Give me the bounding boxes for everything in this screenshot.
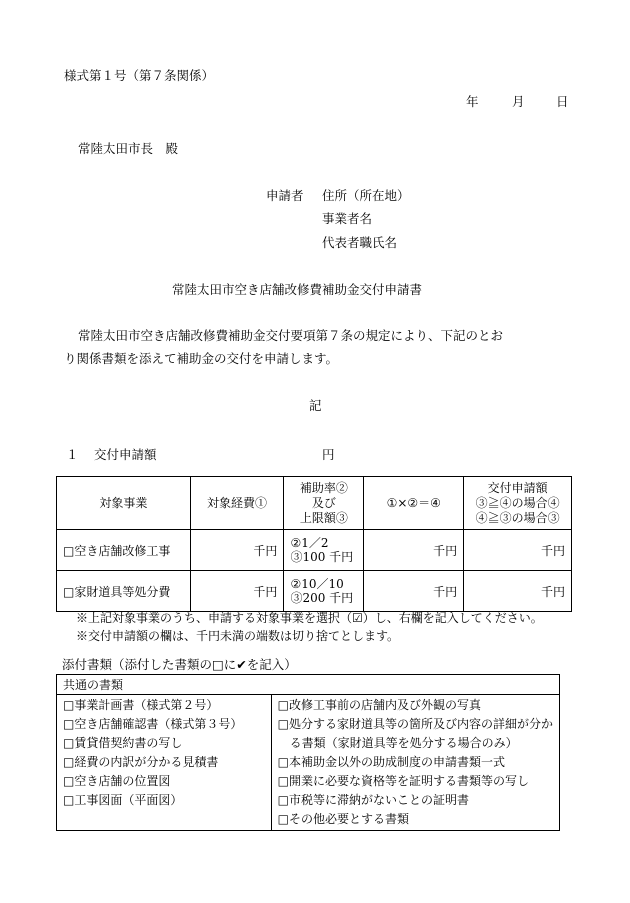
- date-year: 年: [466, 94, 479, 109]
- row-target: □空き店舗改修工事: [57, 530, 191, 571]
- list-item: □改修工事前の店舗内及び外観の写真: [277, 698, 481, 712]
- header-target: 対象事業: [57, 477, 191, 530]
- applicant-representative: 代表者職氏名: [322, 235, 398, 250]
- row-rate-value: ②10／10: [290, 577, 344, 591]
- list-item-continued: る書類（家財道具等を処分する場合のみ）: [289, 736, 518, 750]
- fee-table-header: [57, 477, 572, 530]
- header-amount-line3: ④≧③の場合③: [475, 510, 560, 525]
- row-rate: [284, 530, 364, 571]
- ki-heading: 記: [309, 398, 322, 413]
- row-target: □家財道具等処分費: [57, 571, 191, 612]
- row-amount: 千円: [464, 571, 572, 612]
- row-limit-value: ③200 千円: [290, 591, 354, 605]
- common-docs-header: 共通の書類: [57, 675, 560, 695]
- row-rate-value: ②1／2: [290, 536, 329, 550]
- row-amount: 千円: [464, 530, 572, 571]
- header-amount-line1: 交付申請額: [487, 480, 548, 495]
- addressee: 常陸太田市長 殿: [78, 141, 179, 156]
- applicant-business-name: 事業者名: [322, 211, 373, 226]
- section1-number: １: [66, 447, 79, 462]
- body-line-1: 常陸太田市空き店舗改修費補助金交付要項第７条の規定により、下記のとお: [78, 328, 504, 343]
- list-item: □事業計画書（様式第２号）: [63, 698, 219, 712]
- list-item: □開業に必要な資格等を証明する書類等の写し: [277, 774, 529, 788]
- row-cost: 千円: [190, 571, 284, 612]
- header-calc: ①×②＝④: [364, 477, 464, 530]
- header-rate: [284, 477, 364, 530]
- fee-table: [56, 476, 572, 612]
- list-item: □その他必要とする書類: [277, 812, 409, 826]
- attachments-left-list: [57, 695, 272, 831]
- date-month: 月: [512, 94, 525, 109]
- row-cost: 千円: [190, 530, 284, 571]
- list-item: □空き店舗確認書（様式第３号）: [63, 717, 243, 731]
- applicant-label: 申請者: [266, 188, 304, 203]
- date-day: 日: [556, 94, 569, 109]
- list-item: □賃貸借契約書の写し: [63, 736, 183, 750]
- list-item: □市税等に滞納がないことの証明書: [277, 793, 469, 807]
- header-amount: [464, 477, 572, 530]
- row-calc: 千円: [364, 530, 464, 571]
- note-rounding: ※交付申請額の欄は、千円未満の端数は切り捨てとします。: [76, 629, 400, 643]
- table-row: [57, 530, 572, 571]
- row-rate: [284, 571, 364, 612]
- section1-unit: 円: [322, 447, 335, 462]
- document-title: 常陸太田市空き店舗改修費補助金交付申請書: [172, 282, 423, 297]
- list-item: □経費の内訳が分かる見積書: [63, 755, 219, 769]
- header-cost: 対象経費①: [190, 477, 284, 530]
- note-select: ※上記対象事業のうち、申請する対象事業を選択（☑）し、右欄を記入してください。: [76, 611, 543, 625]
- list-item: □本補助金以外の助成制度の申請書類一式: [277, 755, 505, 769]
- header-rate-line2: 及び: [311, 495, 336, 510]
- row-limit-value: ③100 千円: [290, 550, 354, 564]
- body-line-2: り関係書類を添えて補助金の交付を申請します。: [64, 351, 339, 366]
- list-item: □空き店舗の位置図: [63, 774, 171, 788]
- row-calc: 千円: [364, 571, 464, 612]
- attachments-title: 添付書類（添付した書類の□に✔を記入）: [62, 657, 297, 672]
- section1-label: 交付申請額: [94, 447, 157, 462]
- attachments-right-list: [271, 695, 559, 831]
- applicant-address: 住所（所在地）: [322, 188, 410, 203]
- list-item: □処分する家財道具等の箇所及び内容の詳細が分か: [277, 717, 553, 731]
- header-rate-line3: 上限額③: [299, 510, 348, 525]
- table-row: [57, 571, 572, 612]
- header-amount-line2: ③≧④の場合④: [475, 495, 560, 510]
- header-rate-line1: 補助率②: [299, 480, 348, 495]
- list-item: □工事図面（平面図）: [63, 793, 183, 807]
- form-number: 様式第１号（第７条関係）: [64, 68, 215, 83]
- attachments-table: [56, 674, 560, 831]
